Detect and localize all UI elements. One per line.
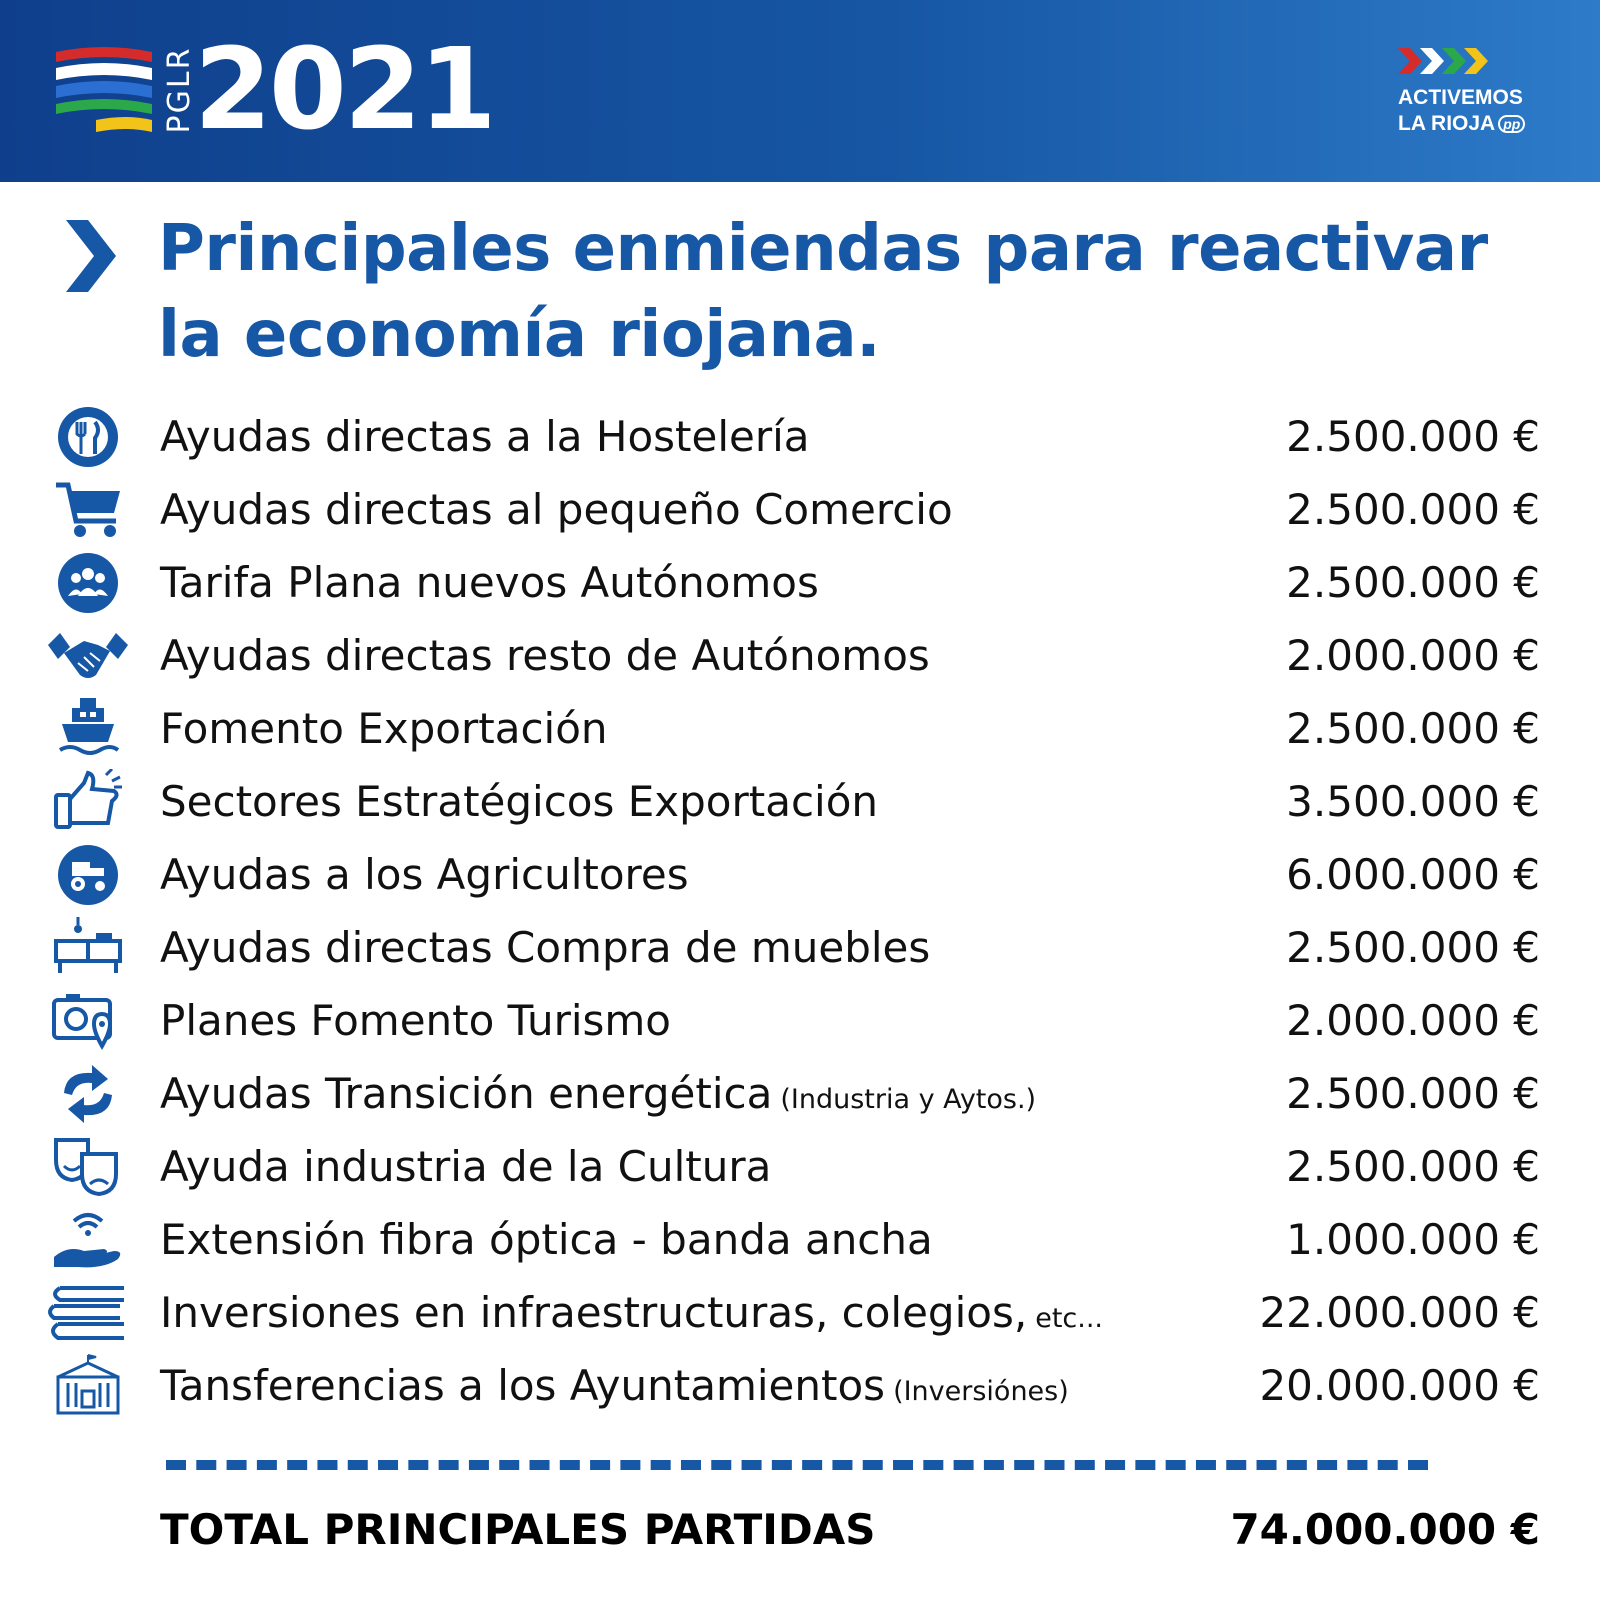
- item-label: [160, 1349, 1069, 1422]
- item-label: [160, 1276, 1103, 1349]
- wifi-hand-icon: [48, 1207, 128, 1273]
- item-label: [160, 619, 930, 692]
- list-item: [0, 984, 1600, 1057]
- item-amount: 3.500.000 €: [1286, 777, 1540, 826]
- list-item: [0, 911, 1600, 984]
- list-item: [0, 1349, 1600, 1422]
- ship-icon: [48, 696, 128, 762]
- item-amount: 2.000.000 €: [1286, 631, 1540, 680]
- item-label-text: Tansferencias a los Ayuntamientos: [160, 1361, 886, 1410]
- total-label: TOTAL PRINCIPALES PARTIDAS: [160, 1505, 876, 1554]
- item-label-text: Planes Fomento Turismo: [160, 996, 671, 1045]
- item-amount: 2.500.000 €: [1286, 1142, 1540, 1191]
- item-label: [160, 473, 953, 546]
- item-amount: 2.500.000 €: [1286, 923, 1540, 972]
- party-badge: pp: [1498, 115, 1525, 133]
- list-item: [0, 1203, 1600, 1276]
- total-amount: 74.000.000 €: [1230, 1505, 1540, 1554]
- item-label-text: Ayudas directas resto de Autónomos: [160, 631, 930, 680]
- item-label: [160, 765, 878, 838]
- list-item: [0, 619, 1600, 692]
- books-icon: [48, 1280, 128, 1346]
- people-icon: [48, 550, 128, 616]
- item-label: [160, 400, 810, 473]
- campaign-line-2: [1398, 112, 1525, 136]
- list-item: [0, 1130, 1600, 1203]
- item-label-text: Sectores Estratégicos Exportación: [160, 777, 879, 826]
- recycle-arrows-icon: [48, 1061, 128, 1127]
- item-label-text: Ayudas directas a la Hostelería: [160, 412, 810, 461]
- page-title: Principales enmiendas para reactivar la economía riojana.: [158, 212, 1488, 372]
- header-banner: [0, 0, 1600, 182]
- item-label: [160, 1057, 1036, 1130]
- item-amount: 2.500.000 €: [1286, 485, 1540, 534]
- item-amount: 1.000.000 €: [1286, 1215, 1540, 1264]
- theater-masks-icon: [48, 1134, 128, 1200]
- item-amount: 2.500.000 €: [1286, 412, 1540, 461]
- campaign-line-2-text: LA RIOJA: [1398, 112, 1496, 135]
- list-item: [0, 692, 1600, 765]
- list-item: [0, 765, 1600, 838]
- item-label-text: Ayudas a los Agricultores: [160, 850, 689, 899]
- chevron-right-icon: [60, 220, 116, 292]
- item-note: etc...: [1035, 1303, 1103, 1334]
- item-label-text: Ayudas directas al pequeño Comercio: [160, 485, 953, 534]
- item-label-text: Inversiones en infraestructuras, colegios,: [160, 1288, 1028, 1337]
- shopping-cart-icon: [48, 477, 128, 543]
- campaign-line-1: ACTIVEMOS: [1398, 86, 1523, 109]
- item-amount: 6.000.000 €: [1286, 850, 1540, 899]
- list-item: [0, 546, 1600, 619]
- item-label: [160, 984, 671, 1057]
- year-label: 2021: [194, 25, 494, 155]
- town-hall-icon: [48, 1353, 128, 1419]
- handshake-icon: [48, 623, 128, 689]
- list-item: [0, 1057, 1600, 1130]
- item-label: [160, 1130, 771, 1203]
- item-label-text: Ayudas directas Compra de muebles: [160, 923, 931, 972]
- tractor-icon: [48, 842, 128, 908]
- thumbs-up-icon: [48, 769, 128, 835]
- item-label-text: Extensión fibra óptica - banda ancha: [160, 1215, 933, 1264]
- item-amount: 22.000.000 €: [1259, 1288, 1540, 1337]
- item-label: [160, 546, 819, 619]
- item-label: [160, 911, 930, 984]
- chevrons-icon: [1398, 44, 1494, 78]
- divider: [166, 1460, 1428, 1470]
- furniture-icon: [48, 915, 128, 981]
- pglr-label: PGLR: [162, 46, 197, 134]
- restaurant-icon: [48, 404, 128, 470]
- list-item: [0, 838, 1600, 911]
- list-item: [0, 1276, 1600, 1349]
- item-amount: 2.500.000 €: [1286, 1069, 1540, 1118]
- item-label: [160, 1203, 933, 1276]
- item-note: (Inversiónes): [893, 1376, 1069, 1407]
- item-label-text: Ayuda industria de la Cultura: [160, 1142, 772, 1191]
- item-amount: 2.500.000 €: [1286, 704, 1540, 753]
- rioja-flag-icon: [56, 46, 152, 134]
- camera-location-icon: [48, 988, 128, 1054]
- item-amount: 2.500.000 €: [1286, 558, 1540, 607]
- list-item: [0, 400, 1600, 473]
- item-amount: 2.000.000 €: [1286, 996, 1540, 1045]
- item-label-text: Ayudas Transición energética: [160, 1069, 773, 1118]
- item-label: [160, 838, 689, 911]
- item-label-text: Fomento Exportación: [160, 704, 608, 753]
- item-label: [160, 692, 608, 765]
- item-note: (Industria y Aytos.): [780, 1084, 1037, 1115]
- item-amount: 20.000.000 €: [1259, 1361, 1540, 1410]
- activemos-logo: [1398, 44, 1558, 144]
- list-item: [0, 473, 1600, 546]
- item-label-text: Tarifa Plana nuevos Autónomos: [160, 558, 819, 607]
